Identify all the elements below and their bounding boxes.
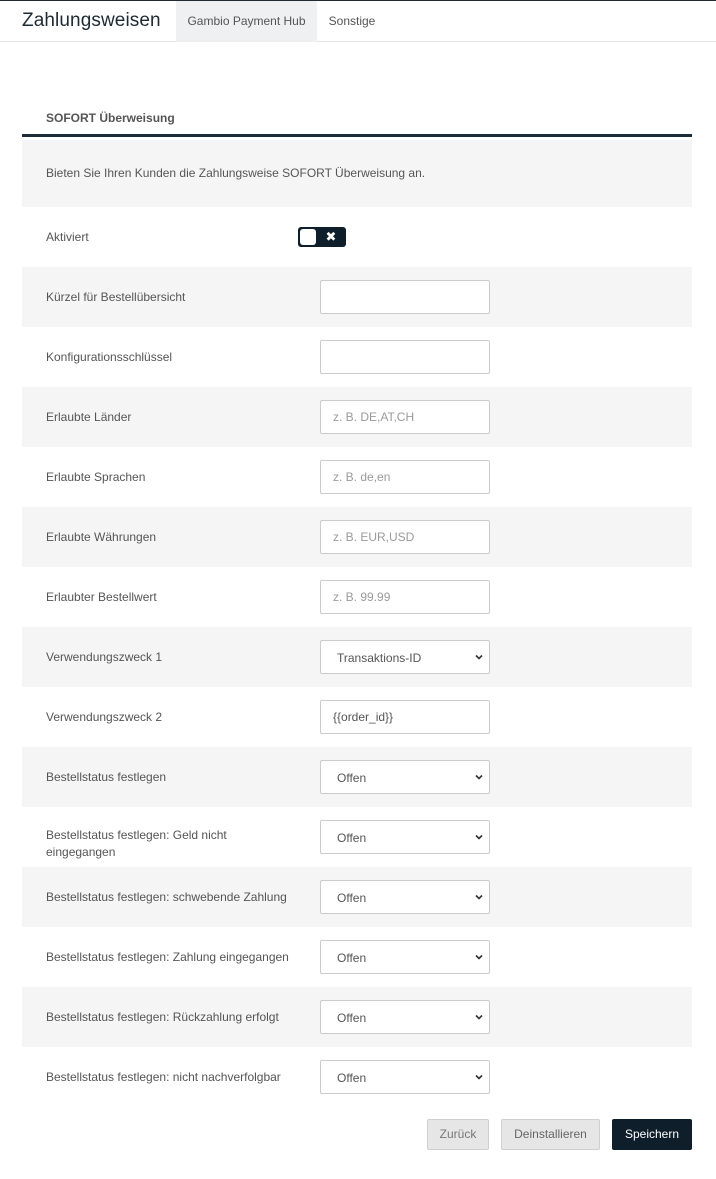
config-key-input[interactable] xyxy=(320,340,490,374)
status-untraceable-select[interactable] xyxy=(320,1060,490,1094)
status-not-received-select[interactable] xyxy=(320,820,490,854)
purpose-1-value: Transaktions-ID xyxy=(337,651,422,665)
chevron-down-icon xyxy=(475,1013,483,1021)
label-status-refunded: Bestellstatus festlegen: Rückzahlung erfolgt xyxy=(46,1010,279,1024)
status-pending-select[interactable] xyxy=(320,880,490,914)
row-status-refunded xyxy=(22,987,692,1047)
tab-sonstige[interactable]: Sonstige xyxy=(328,14,376,28)
row-currencies xyxy=(22,507,692,567)
row-config-key xyxy=(22,327,692,387)
chevron-down-icon xyxy=(475,893,483,901)
chevron-down-icon xyxy=(475,833,483,841)
label-config-key: Konfigurationsschlüssel xyxy=(46,350,173,364)
label-status-untraceable: Bestellstatus festlegen: nicht nachverfolgbar xyxy=(46,1070,281,1084)
x-icon: ✖ xyxy=(325,229,337,244)
row-status-pending xyxy=(22,867,692,927)
purpose-2-input[interactable] xyxy=(320,700,490,734)
chevron-down-icon xyxy=(475,653,483,661)
label-status-received: Bestellstatus festlegen: Zahlung eingegangen xyxy=(46,950,289,964)
label-status-not-received: Bestellstatus festlegen: Geld nicht eingegangen xyxy=(46,828,227,859)
page-title: Zahlungsweisen xyxy=(22,10,161,31)
label-short-name: Kürzel für Bestellübersicht xyxy=(46,290,186,304)
languages-input[interactable] xyxy=(320,460,490,494)
status-set-select[interactable] xyxy=(320,760,490,794)
label-languages: Erlaubte Sprachen xyxy=(46,470,146,484)
chevron-down-icon xyxy=(475,953,483,961)
currencies-input[interactable] xyxy=(320,520,490,554)
label-countries: Erlaubte Länder xyxy=(46,410,132,424)
row-languages xyxy=(22,447,692,507)
order-value-input[interactable] xyxy=(320,580,490,614)
label-currencies: Erlaubte Währungen xyxy=(46,530,157,544)
row-short-name xyxy=(22,267,692,327)
status-received-select[interactable] xyxy=(320,940,490,974)
status-refunded-select[interactable] xyxy=(320,1000,490,1034)
label-order-value: Erlaubter Bestellwert xyxy=(46,590,157,604)
chevron-down-icon xyxy=(475,1073,483,1081)
status-refunded-value: Offen xyxy=(337,1011,367,1025)
row-activated xyxy=(22,207,692,267)
row-purpose-1 xyxy=(22,627,692,687)
uninstall-button[interactable]: Deinstallieren xyxy=(501,1119,600,1150)
status-untraceable-value: Offen xyxy=(337,1071,367,1085)
intro-text: Bieten Sie Ihren Kunden die Zahlungsweise SOFORT Überweisung an. xyxy=(46,166,426,180)
row-purpose-2 xyxy=(22,687,692,747)
toggle-knob xyxy=(300,229,316,245)
short-name-input[interactable] xyxy=(320,280,490,314)
row-status-not-received xyxy=(22,807,692,867)
status-pending-value: Offen xyxy=(337,891,367,905)
row-status-set xyxy=(22,747,692,807)
status-not-received-value: Offen xyxy=(337,831,367,845)
row-status-untraceable xyxy=(22,1047,692,1107)
row-countries xyxy=(22,387,692,447)
intro-box xyxy=(22,140,692,207)
panel-header xyxy=(22,97,692,137)
purpose-1-select[interactable] xyxy=(320,640,490,674)
chevron-down-icon xyxy=(475,773,483,781)
row-order-value xyxy=(22,567,692,627)
status-set-value: Offen xyxy=(337,771,367,785)
panel-title: SOFORT Überweisung xyxy=(46,111,175,125)
label-status-set: Bestellstatus festlegen xyxy=(46,770,167,784)
label-status-pending: Bestellstatus festlegen: schwebende Zahlung xyxy=(46,890,287,904)
tab-gambio-payment-hub[interactable]: Gambio Payment Hub xyxy=(176,1,317,42)
label-purpose-1: Verwendungszweck 1 xyxy=(46,650,163,664)
save-button[interactable]: Speichern xyxy=(612,1119,692,1150)
row-status-received xyxy=(22,927,692,987)
label-purpose-2: Verwendungszweck 2 xyxy=(46,710,163,724)
top-bar xyxy=(0,0,716,42)
label-activated: Aktiviert xyxy=(46,230,89,244)
countries-input[interactable] xyxy=(320,400,490,434)
back-button[interactable]: Zurück xyxy=(427,1119,489,1150)
status-received-value: Offen xyxy=(337,951,367,965)
activated-toggle[interactable] xyxy=(298,227,346,247)
